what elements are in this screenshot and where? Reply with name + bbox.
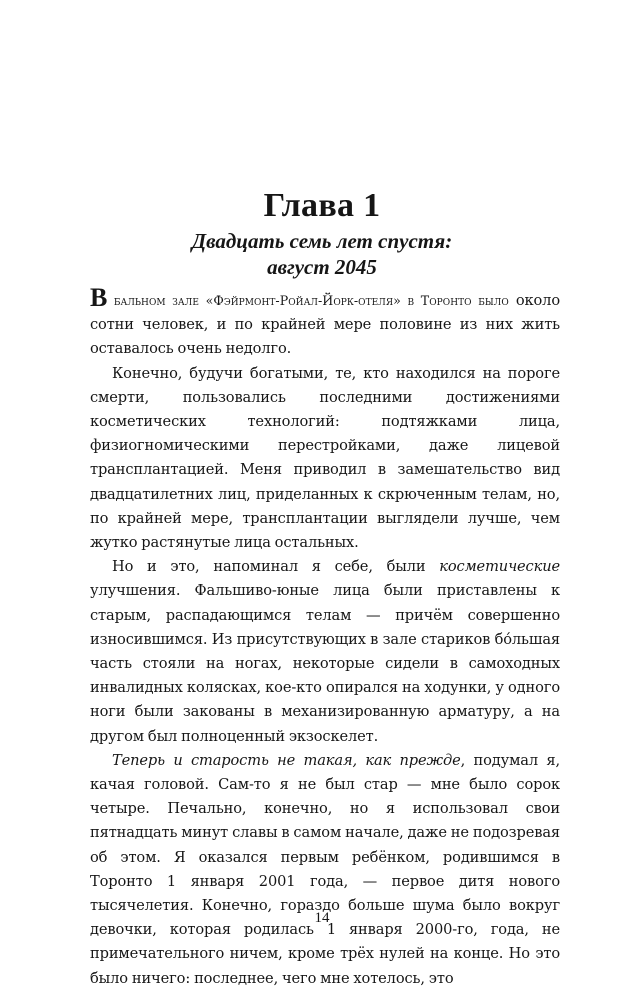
paragraph-4-text-after: , подумал я, качая головой. Сам-то я не был стар — мне было сорок четыре. Печально, конечно, но я использовал свои пятнадцать минут славы в самом начале, даже не подозревая об этом. Я оказался первым ребёнком, родившимся в Торонто 1 января 2001 года, — первое дитя нового тысячелетия. Конечно, гораздо больше шума было вокруг девочки, которая родилась 1 января 2000-го, года, не примечательного ничем, кроме трёх нулей на конце. Но это было ничего: последнее, чего мне хотелось, это <box>90 751 560 987</box>
drop-cap: В <box>90 283 108 312</box>
paragraph-4 <box>90 749 560 991</box>
chapter-title: Глава 1 <box>263 187 381 224</box>
chapter-body <box>90 283 560 991</box>
paragraph-2: Конечно, будучи богатыми, те, кто находился на пороге смерти, пользовались последними достижениями косметических технологий: подтяжками лица, физиогномическими перестройками, даже лицевой трансплантацией. Меня приводил в замешательство вид двадцатилетних лиц, приделанных к скрюченным телам, но, по крайней мере, трансплантации выглядели лучше, чем жутко растянутые лица остальных. <box>90 364 560 552</box>
paragraph-1-text: около сотни человек, и по крайней мере половине из них жить оставалось очень недолго. <box>90 292 560 358</box>
paragraph-1-small-caps: бальном зале «Фэйрмонт-Ройал-Йорк-отеля» в Торонто было <box>107 293 509 308</box>
paragraph-3 <box>90 555 560 749</box>
paragraph-3-text-after: улучшения. Фальшиво-юные лица были приставлены к старым, распадающимся телам — причём совершенно износившимся. Из присутствующих в зале стариков бо́льшая часть стояли на ногах, некоторые сидели в самоходных инвалидных колясках, кое-кто опирался на ходунки, у одного ноги были закованы в механизированную арматуру, а на другом был полноценный экзоскелет. <box>90 582 560 745</box>
chapter-subtitle-line-1: Двадцать семь лет спустя: <box>191 229 453 253</box>
chapter-subtitle <box>0 228 644 280</box>
page-number: 14 <box>314 910 330 926</box>
chapter-subtitle-line-2: август 2045 <box>267 255 377 279</box>
paragraph-3-text-before: Но и это, напоминал я себе, были <box>112 558 440 576</box>
paragraph-3-italic: косметические <box>439 558 560 576</box>
paragraph-1 <box>90 283 560 362</box>
paragraph-4-italic: Теперь и старость не такая, как прежде <box>112 751 461 769</box>
